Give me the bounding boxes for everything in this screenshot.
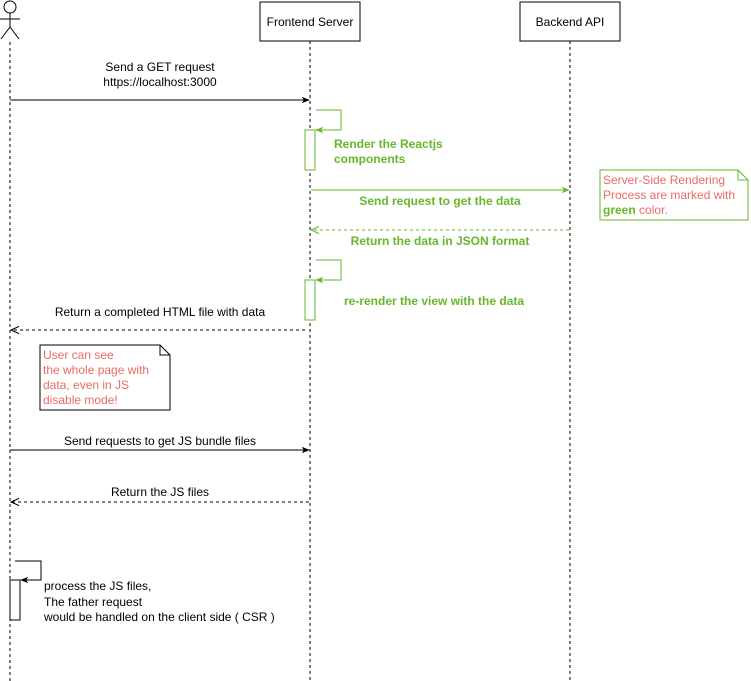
note-ssr-green-word: green: [603, 203, 636, 217]
message-return-json: [311, 230, 569, 248]
message-return-html: [11, 305, 305, 330]
message-process-js-label-1: process the JS files,: [44, 579, 152, 593]
note-ssr-line-3: [603, 203, 668, 217]
note-user-line-3: data, even in JS: [43, 378, 130, 392]
note-ssr-line-2: Process are marked with: [603, 188, 736, 202]
activation-box-rerender: [305, 280, 315, 320]
message-request-data: [311, 190, 569, 208]
message-return-js-label: Return the JS files: [110, 485, 210, 499]
participant-backend-api: [520, 2, 620, 41]
note-ssr-legend: [600, 170, 748, 220]
note-user-line-2: the whole page with: [43, 363, 150, 377]
message-return-json-label: Return the data in JSON format: [350, 234, 530, 248]
message-process-js-label-2: The father request: [44, 595, 143, 609]
note-ssr-line-1: Server-Side Rendering: [603, 173, 726, 187]
message-return-html-label: Return a completed HTML file with data: [54, 305, 266, 319]
participant-frontend-label: Frontend Server: [266, 15, 354, 29]
message-rerender: [316, 260, 524, 308]
note-user-line-1: User can see: [43, 348, 114, 362]
message-process-js-label-3: would be handled on the client side ( CSR ): [44, 610, 275, 624]
message-get-request-label-2: https://localhost:3000: [103, 75, 217, 89]
message-get-request-label-1: Send a GET request: [105, 60, 215, 74]
actor-user-icon: [0, 1, 20, 39]
activation-box-client: [10, 580, 20, 620]
message-render-label-2: components: [334, 152, 406, 166]
message-request-js-label: Send requests to get JS bundle files: [63, 434, 257, 448]
activation-box-render: [305, 130, 315, 170]
message-get-request: [10, 60, 309, 100]
message-process-js: [15, 561, 275, 624]
message-return-js: [11, 485, 309, 502]
note-user-can-see: [40, 345, 170, 410]
message-request-js: [10, 434, 309, 450]
participant-backend-label: Backend API: [535, 15, 605, 29]
message-request-data-label: Send request to get the data: [359, 194, 521, 208]
note-ssr-tail: color.: [635, 203, 668, 217]
note-user-line-4: disable mode!: [43, 393, 118, 407]
message-render-label-1: Render the Reactjs: [334, 137, 443, 151]
participant-frontend-server: [260, 2, 360, 41]
message-render-components: [316, 110, 443, 166]
message-rerender-label: re-render the view with the data: [344, 294, 525, 308]
